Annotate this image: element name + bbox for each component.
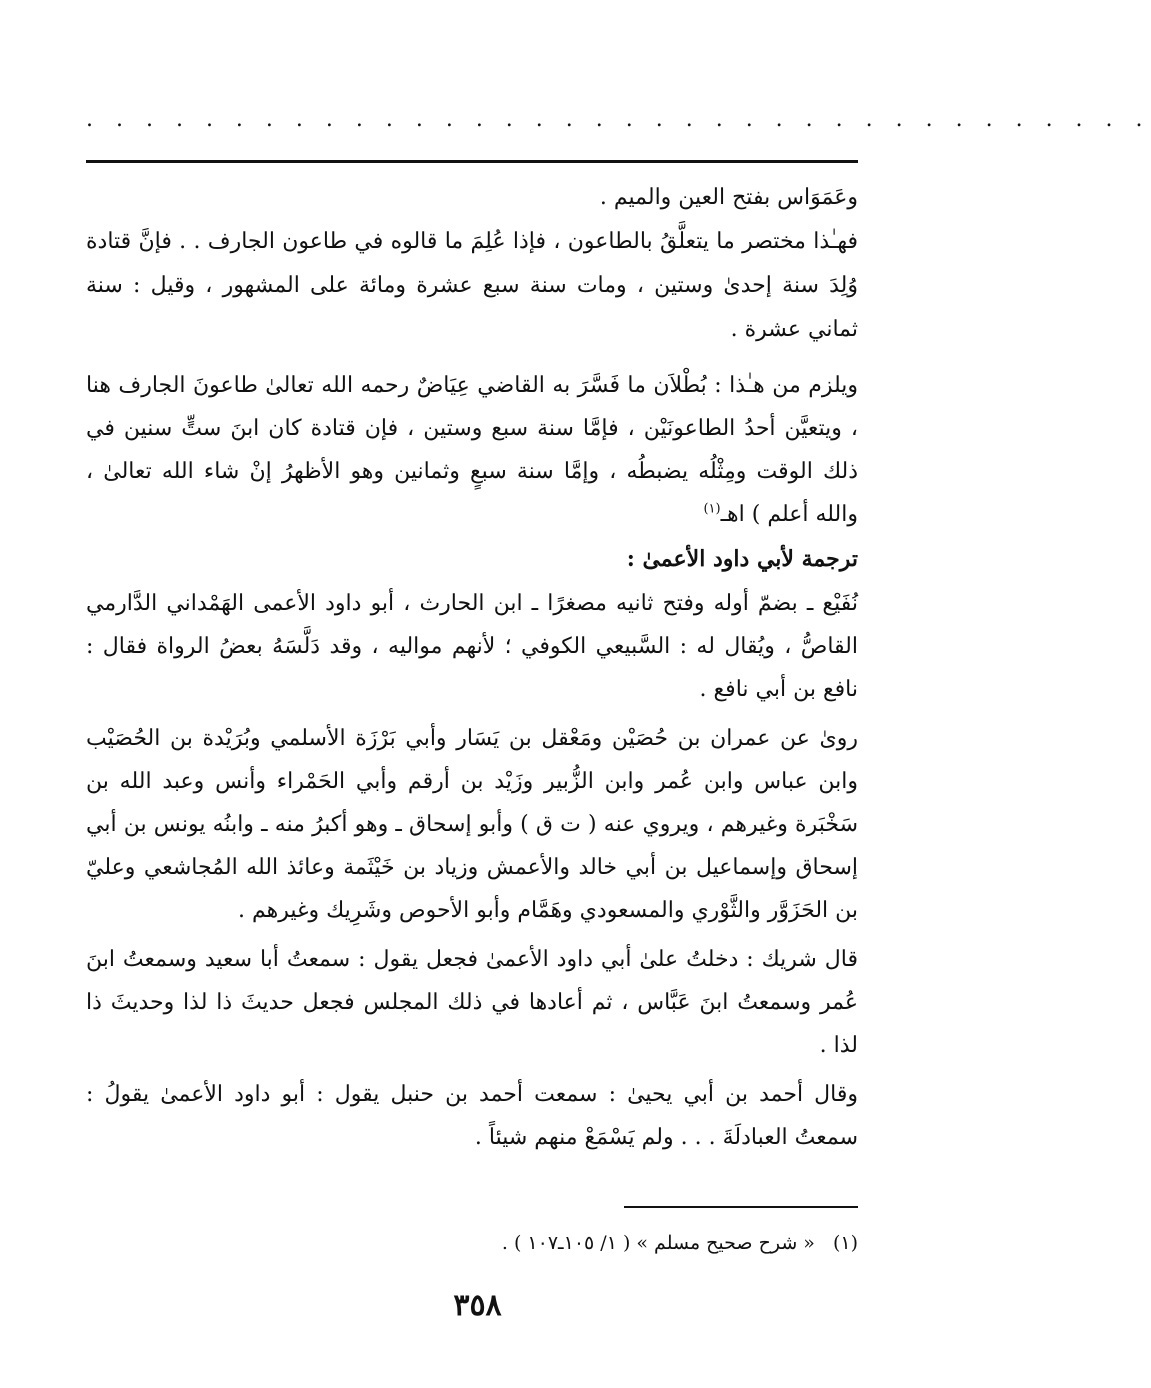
paragraph-consequence-text: ويلزم من هـٰذا : بُطْلاَن ما فَسَّرَ به القاضي عِيَاضٌ رحمه الله تعالىٰ طاعونَ الجارف هنا ، ويتعيَّن أحدُ الطاعونَيْن ، فإمَّا سنة سبع وستين ، فإن قتادة كان ابنَ ستٍّ سنين في ذلك الوقت ومِثْلُه يضبطُه ، وإمَّا سنة سبعٍ وثمانين وهو الأظهرُ إنْ شاء الله تعالىٰ ، والله أعلم ) اهـ	[86, 373, 858, 527]
footnote-number: (١)	[832, 1232, 858, 1254]
footnote-ref[interactable]: (١)	[703, 501, 721, 517]
main-text	[86, 176, 858, 1159]
paragraph-ahmad: وقال أحمد بن أبي يحيىٰ : سمعت أحمد بن حنبل يقول : أبو داود الأعمىٰ يقولُ : سمعتُ العبادلَةَ . . . ولم يَسْمَعْ منهم شيئاً .	[86, 1082, 858, 1150]
dotted-separator: . . . . . . . . . . . . . . . . . . . . . . . . . . . . . . . . . . . .	[86, 107, 1151, 132]
paragraph-consequence	[86, 364, 858, 536]
paragraph-name: نُفَيْع ـ بضمّ أوله وفتح ثانيه مصغرًا ـ ابن الحارث ، أبو داود الأعمى الهَمْداني الدَّارمي القاصُّ ، ويُقال له : السَّبيعي الكوفي ؛ لأنهم مواليه ، وقد دَلَّسَهُ بعضُ الرواة فقال : نافع بن أبي نافع .	[86, 591, 858, 702]
section-heading: ترجمة لأبي داود الأعمىٰ :	[626, 546, 858, 572]
page-number: ٣٥٨	[453, 1288, 502, 1323]
paragraph-summary: فهـٰذا مختصر ما يتعلَّقُ بالطاعون ، فإذا عُلِمَ ما قالوه في طاعون الجارف . . فإنَّ قتادة وُلِدَ سنة إحدىٰ وستين ، ومات سنة سبع عشرة ومائة على المشهور ، وقيل : سنة ثماني عشرة .	[86, 229, 858, 342]
top-rule	[86, 160, 858, 163]
paragraph-amwas: وعَمَوَاس بفتح العين والميم .	[599, 185, 858, 210]
footnote-rule	[624, 1206, 858, 1208]
footnote	[86, 1226, 858, 1260]
footnote-text: « شرح صحيح مسلم » ( ١/ ١٠٥ـ١٠٧ ) .	[501, 1232, 815, 1254]
paragraph-narrators: روىٰ عن عمران بن حُصَيْن ومَعْقل بن يَسَار وأبي بَرْزَة الأسلمي وبُرَيْدة بن الحُصَيْب وابن عباس وابن عُمر وابن الزُّبير وزَيْد بن أرقم وأبي الحَمْراء وأنس وعبد الله بن سَخْبَرة وغيرهم ، ويروي عنه ( ت ق ) وأبو إسحاق ـ وهو أكبرُ منه ـ وابنُه يونس بن أبي إسحاق وإسماعيل بن أبي خالد والأعمش وزياد بن خَيْثَمة وعائذ الله المُجاشعي وعليّ بن الحَزَوَّر والثَّوْري والمسعودي وهَمَّام وأبو الأحوص وشَرِيك وغيرهم .	[86, 726, 858, 923]
paragraph-sharik: قال شريك : دخلتُ علىٰ أبي داود الأعمىٰ فجعل يقول : سمعتُ أبا سعيد وسمعتُ ابنَ عُمر وسمعتُ ابنَ عَبَّاس ، ثم أعادها في ذلك المجلس فجعل حديثَ ذا لذا وحديثَ ذا لذا .	[86, 947, 858, 1058]
